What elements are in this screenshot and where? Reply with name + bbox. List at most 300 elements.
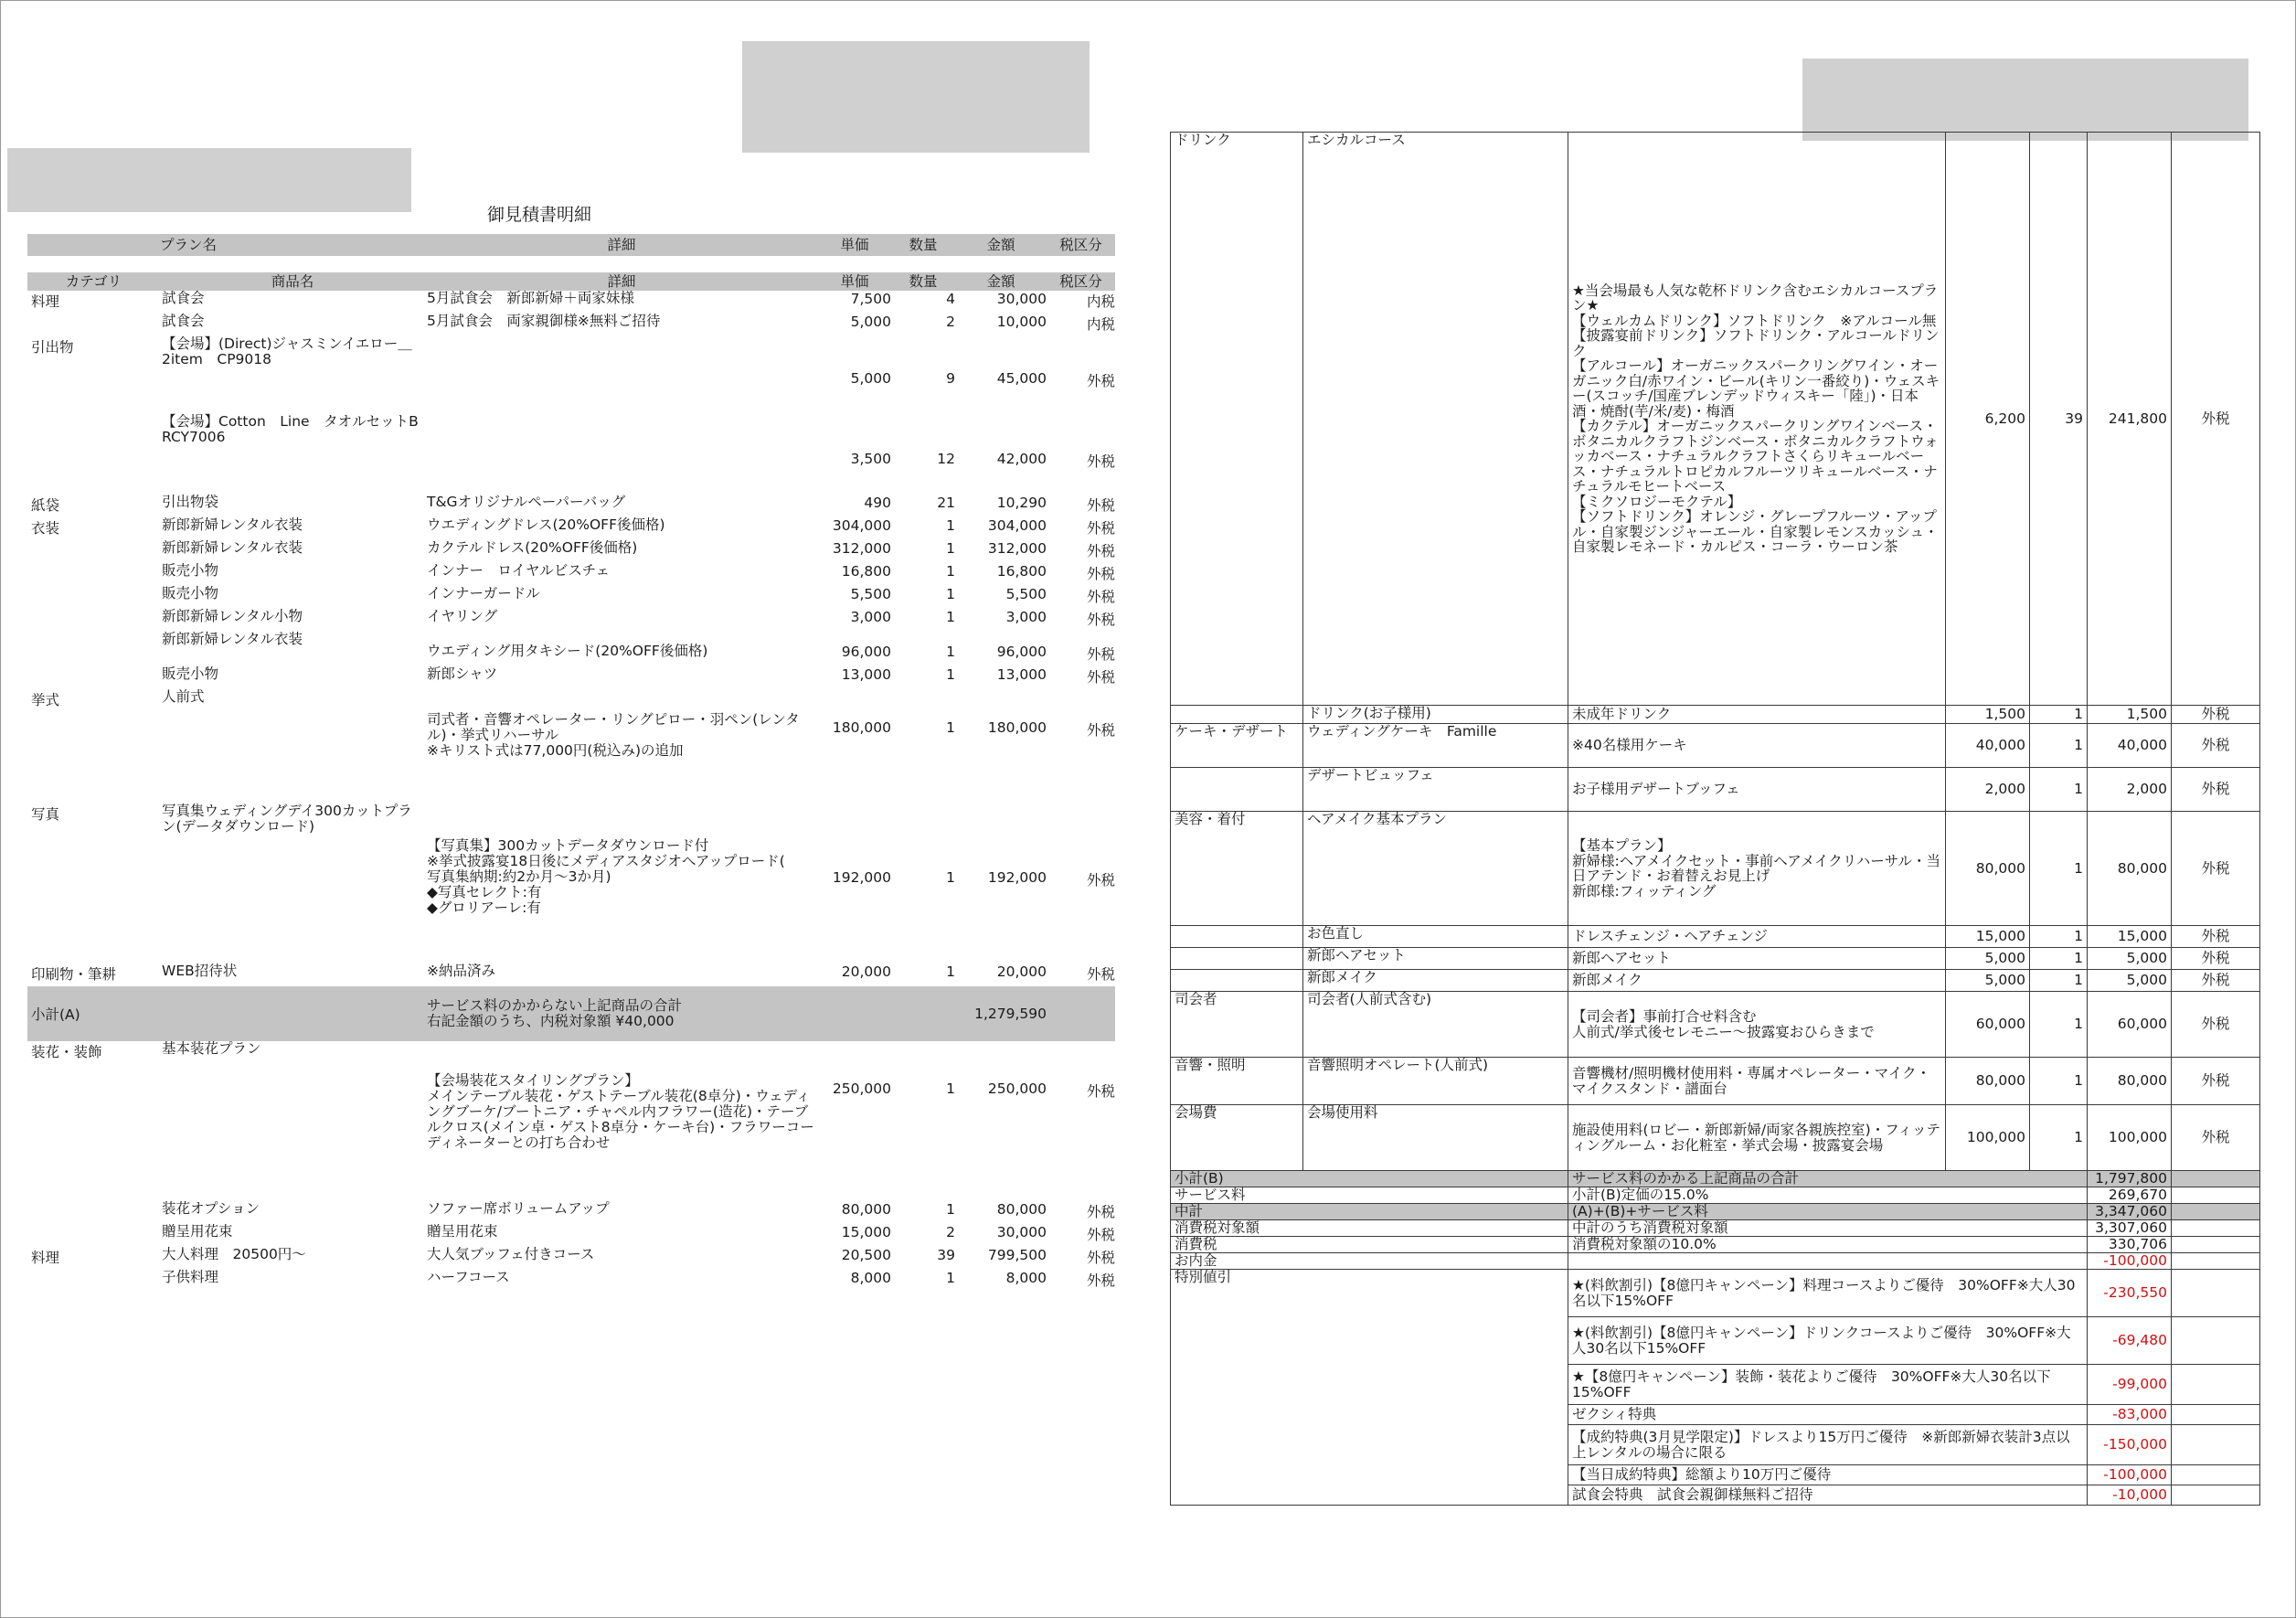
table-row [1171,1105,2260,1171]
row-detail: 新郎メイク [1568,970,1946,992]
row-detail: ★当会場最も人気な乾杯ドリンク含むエシカルコースプラン★ 【ウェルカムドリンク】ソフトドリンク ※アルコール無 【披露宴前ドリンク】ソフトドリンク・アルコールドリンク 【アルコール】オーガニックスパークリングワイン・オーガニック白/赤ワイン・ビール(キリン一番絞り)・ウェスキー(スコッチ/国産ブレンデッドウィスキー「陸」)・日本酒・焼酎(芋/米/麦)・梅酒 【カクテル】オーガニックスパークリングワインベース・ボタニカルクラフトジンベース・ボタニカルクラフトウォッカベース・ナチュラルクラフトさくらリキュールベース・ナチュラルトロピカルフルーツリキュールベース・ナチュラルモヒートベース 【ミクソロジーモクテル】 【ソフトドリンク】オレンジ・グレープフルーツ・アップル・自家製ジンジャーエール・自家製レモンスカッシュ・自家製レモネード・カルピス・コーラ・ウーロン茶 [1568,133,1946,706]
totals-label: 中計 [1171,1204,1568,1220]
row-amount: 192,000 [987,869,1047,886]
row-item-name: 装花オプション [162,1200,260,1217]
row-tax: 外税 [1086,722,1115,739]
totals-label: 小計(B) [1171,1171,1568,1187]
totals-blank [2172,1171,2260,1187]
row-price: 5,000 [1946,970,2030,992]
table-row [27,1041,1115,1201]
row-amount: 80,000 [996,1201,1047,1218]
row-item-name: エシカルコース [1303,133,1568,706]
plan-header-detail: 詳細 [607,237,636,253]
row-detail: お子様用デザートブッフェ [1568,768,1946,812]
row-amount: 80,000 [2088,812,2172,926]
table-row [1171,926,2260,948]
discount-amount: -150,000 [2088,1425,2172,1465]
row-price: 60,000 [1946,992,2030,1058]
row-item-name: 試食会 [162,290,205,306]
row-item-name: 贈呈用花束 [162,1223,233,1240]
discount-detail: 試食会特典 試食会親御様無料ご招待 [1568,1485,2088,1506]
row-tax: 外税 [1086,1204,1115,1220]
table-row [27,689,1115,804]
row-item-name: ヘアメイク基本プラン [1303,812,1568,926]
item-header-category: カテゴリ [65,273,122,290]
row-price: 3,500 [850,451,891,467]
row-tax: 内税 [1086,293,1115,310]
row-detail: 大人気ブッフェ付きコース [427,1246,595,1262]
row-tax: 外税 [1086,872,1115,889]
row-category: 料理 [31,293,60,310]
item-header-amount: 金額 [986,273,1015,290]
row-category: ケーキ・デザート [1171,724,1303,768]
row-price: 40,000 [1946,724,2030,768]
row-detail: 新郎シャツ [427,665,498,682]
row-item-name: ウェディングケーキ Famille [1303,724,1568,768]
totals-amount: -100,000 [2088,1253,2172,1270]
totals-label: お内金 [1171,1253,1568,1270]
row-detail: ドレスチェンジ・ヘアチェンジ [1568,926,1946,948]
discount-amount: -83,000 [2088,1405,2172,1425]
totals-blank [2172,1237,2260,1253]
row-detail: 5月試食会 新郎新婦＋両家妹様 [427,290,634,306]
row-item-name: 大人料理 20500円〜 [162,1246,306,1262]
left-item-list [27,291,1115,986]
row-qty: 1 [2030,724,2088,768]
table-row [27,540,1115,563]
row-item-name: 基本装花プラン [162,1040,261,1057]
row-tax: 外税 [1086,1083,1115,1100]
row-detail: 【会場装花スタイリングプラン】 メインテーブル装花・ゲストテーブル装花(8卓分)・ウェディングブーケ/ブートニア・チャペル内フラワー(造花)・テーブルクロス(メイン卓・ゲスト8卓分・ケーキ台)・フラワーコーディネーターとの打ち合わせ [427,1072,814,1151]
row-qty: 1 [946,1201,955,1218]
discount-blank [2172,1425,2260,1465]
plan-header-amount: 金額 [986,237,1015,253]
row-qty: 1 [946,963,955,980]
totals-amount: 3,307,060 [2088,1220,2172,1237]
row-tax: 外税 [1086,543,1115,559]
totals-blank [2172,1253,2260,1270]
totals-amount: 1,797,800 [2088,1171,2172,1187]
row-tax: 内税 [1086,316,1115,333]
table-row [27,666,1115,689]
row-detail: 【司会者】事前打合せ料含む 人前式/挙式後セレモニー〜披露宴おひらきまで [1568,992,1946,1058]
row-amount: 30,000 [996,1224,1047,1240]
row-item-name: 販売小物 [162,585,219,601]
discount-blank [2172,1317,2260,1365]
row-amount: 180,000 [987,719,1047,736]
table-row [27,563,1115,586]
row-tax: 外税 [2172,133,2260,706]
discount-blank [2172,1465,2260,1485]
row-detail: ウエディング用タキシード(20%OFF後価格) [427,643,708,659]
row-tax: 外税 [2172,812,2260,926]
row-qty: 1 [946,719,955,736]
totals-amount: 3,347,060 [2088,1204,2172,1220]
table-row [1171,768,2260,812]
discount-detail: 【成約特典(3月見学限定)】ドレスより15万円ご優待 ※新郎新婦衣装計3点以上レンタルの場合に限る [1568,1425,2088,1465]
right-estimate-table [1170,132,2260,1506]
totals-row [1171,1187,2260,1204]
row-qty: 1 [2030,1058,2088,1105]
row-category: ドリンク [1171,133,1303,706]
discount-row [1171,1270,2260,1317]
row-price: 5,000 [1946,948,2030,970]
row-amount: 5,000 [2088,970,2172,992]
plan-header-qty: 数量 [909,237,938,253]
row-tax: 外税 [1086,1227,1115,1243]
row-detail: 【基本プラン】 新婦様:ヘアメイクセット・事前ヘアメイクリハーサル・当日アテンド・お着替えお見上げ 新郎様:フィッティング [1568,812,1946,926]
row-tax: 外税 [1086,589,1115,605]
row-qty: 1 [2030,706,2088,724]
row-price: 1,500 [1946,706,2030,724]
table-row [1171,133,2260,706]
row-category: 挙式 [31,692,60,708]
row-item-name: 引出物袋 [162,494,219,510]
table-row [27,963,1115,986]
row-detail: 新郎ヘアセット [1568,948,1946,970]
item-header-tax: 税区分 [1059,273,1102,290]
subtotal-a-amount: 1,279,590 [974,1006,1047,1022]
discount-amount: -100,000 [2088,1465,2172,1485]
left-item-list-2 [27,1041,1115,1293]
discount-blank [2172,1270,2260,1317]
row-qty: 1 [946,517,955,534]
row-price: 5,000 [850,370,891,387]
row-price: 80,000 [1946,1058,2030,1105]
totals-label: 消費税 [1171,1237,1568,1253]
totals-amount: 330,706 [2088,1237,2172,1253]
row-item-name: 写真集ウェディングデイ300カットプラン(データダウンロード) [162,803,412,835]
left-estimate-page [27,234,1115,1293]
row-category [1171,768,1303,812]
item-header-qty: 数量 [909,273,938,290]
row-tax: 外税 [1086,646,1115,663]
row-price: 15,000 [1946,926,2030,948]
table-row [27,804,1115,963]
row-item-name: 新郎ヘアセット [1303,948,1568,970]
row-amount: 8,000 [1005,1270,1047,1286]
row-qty: 1 [2030,992,2088,1058]
row-qty: 1 [2030,948,2088,970]
row-detail: イヤリング [427,608,498,624]
row-price: 5,500 [850,586,891,602]
plan-header-row [27,234,1115,256]
row-item-name: 販売小物 [162,562,219,579]
row-amount: 250,000 [987,1080,1047,1097]
row-qty: 1 [946,644,955,660]
row-amount: 799,500 [987,1247,1047,1263]
totals-blank [2172,1204,2260,1220]
row-price: 490 [864,495,891,511]
row-category: 美容・着付 [1171,812,1303,926]
row-tax: 外税 [2172,970,2260,992]
redaction-block [742,41,1090,153]
table-row [1171,970,2260,992]
row-price: 80,000 [841,1201,891,1218]
table-row [27,1224,1115,1247]
totals-blank [2172,1187,2260,1204]
row-tax: 外税 [2172,926,2260,948]
row-qty: 1 [946,540,955,557]
row-qty: 2 [946,314,955,330]
totals-blank [2172,1220,2260,1237]
row-item-name: デザートビュッフェ [1303,768,1568,812]
row-detail: ソファー席ボリュームアップ [427,1200,610,1217]
row-qty: 9 [946,370,955,387]
row-detail: ハーフコース [427,1269,510,1285]
row-tax: 外税 [1086,566,1115,582]
row-tax: 外税 [2172,768,2260,812]
row-amount: 15,000 [2088,926,2172,948]
row-tax: 外税 [1086,669,1115,686]
row-amount: 1,500 [2088,706,2172,724]
totals-label: サービス料 [1171,1187,1568,1204]
row-qty: 1 [2030,768,2088,812]
row-amount: 304,000 [987,517,1047,534]
row-amount: 5,500 [1005,586,1047,602]
row-detail: 贈呈用花束 [427,1223,498,1240]
row-detail: インナーガードル [427,585,540,601]
row-tax: 外税 [2172,706,2260,724]
row-detail: T&Gオリジナルペーパーバッグ [427,494,626,510]
item-header-row [27,272,1115,291]
totals-row [1171,1204,2260,1220]
row-tax: 外税 [1086,1272,1115,1289]
table-row [1171,948,2260,970]
row-item-name: 新郎新婦レンタル衣装 [162,516,303,533]
row-qty: 1 [946,1270,955,1286]
row-item-name: お色直し [1303,926,1568,948]
row-item-name: 会場使用料 [1303,1105,1568,1171]
totals-detail [1568,1253,2088,1270]
redaction-block [1802,59,2248,141]
row-category: 司会者 [1171,992,1303,1058]
row-item-name: 新郎新婦レンタル小物 [162,608,303,624]
table-row [27,609,1115,632]
table-row [1171,992,2260,1058]
discount-blank [2172,1405,2260,1425]
row-item-name: 試食会 [162,313,205,329]
row-item-name: 販売小物 [162,665,219,682]
table-row [1171,812,2260,926]
discount-detail: ★(料飲割引)【8億円キャンペーン】料理コースよりご優待 30%OFF※大人30名以下15%OFF [1568,1270,2088,1317]
row-amount: 5,000 [2088,948,2172,970]
row-amount: 10,290 [996,495,1047,511]
row-price: 5,000 [850,314,891,330]
table-row [1171,1058,2260,1105]
row-detail: インナー ロイヤルビスチェ [427,562,611,579]
row-price: 20,500 [841,1247,891,1263]
discount-amount: -10,000 [2088,1485,2172,1506]
discount-blank [2172,1485,2260,1506]
totals-row [1171,1220,2260,1237]
item-header-detail: 詳細 [607,273,636,290]
discount-label: 特別値引 [1171,1270,1568,1506]
row-amount: 30,000 [996,291,1047,307]
table-row [27,336,1115,414]
row-category [1171,948,1303,970]
table-row [27,495,1115,517]
row-tax: 外税 [1086,373,1115,389]
row-amount: 2,000 [2088,768,2172,812]
discount-detail: ★【8億円キャンペーン】装飾・装花よりご優待 30%OFF※大人30名以下15%OFF [1568,1365,2088,1405]
row-qty: 1 [2030,970,2088,992]
totals-detail: 消費税対象額の10.0% [1568,1237,2088,1253]
row-amount: 60,000 [2088,992,2172,1058]
row-item-name: 新郎新婦レンタル衣装 [162,631,303,647]
table-row [27,632,1115,666]
table-row [27,586,1115,609]
row-tax: 外税 [2172,1105,2260,1171]
row-amount: 16,800 [996,563,1047,580]
row-detail: ※40名様用ケーキ [1568,724,1946,768]
row-tax: 外税 [1086,612,1115,628]
row-tax: 外税 [2172,948,2260,970]
row-amount: 10,000 [996,314,1047,330]
table-row [27,1270,1115,1293]
plan-header-tax: 税区分 [1059,237,1102,253]
row-tax: 外税 [1086,497,1115,514]
row-item-name: 新郎メイク [1303,970,1568,992]
table-row [27,291,1115,314]
table-row [27,1201,1115,1224]
row-detail: カクテルドレス(20%OFF後価格) [427,539,638,556]
row-amount: 100,000 [2088,1105,2172,1171]
row-item-name: 新郎新婦レンタル衣装 [162,539,303,556]
row-qty: 1 [2030,812,2088,926]
row-qty: 39 [937,1247,955,1263]
row-detail: 【写真集】300カットデータダウンロード付 ※挙式披露宴18日後にメディアスタジオへアップロード( 写真集納期:約2か月〜3か月) ◆写真セレクト:有 ◆グロリアーレ:有 [427,837,785,916]
discount-amount: -69,480 [2088,1317,2172,1365]
row-category: 料理 [31,1250,60,1266]
row-price: 3,000 [850,609,891,625]
row-price: 2,000 [1946,768,2030,812]
row-price: 15,000 [841,1224,891,1240]
discount-detail: 【当日成約特典】総額より10万円ご優待 [1568,1465,2088,1485]
subtotal-a-row [27,986,1115,1041]
row-tax: 外税 [1086,453,1115,470]
row-price: 8,000 [850,1270,891,1286]
row-qty: 12 [937,451,955,467]
row-tax: 外税 [1086,966,1115,983]
table-row [27,314,1115,336]
table-row [27,1247,1115,1270]
subtotal-a-label: 小計(A) [31,1006,80,1023]
row-qty: 1 [2030,926,2088,948]
row-amount: 96,000 [996,644,1047,660]
item-header-price: 単価 [840,273,869,290]
row-amount: 13,000 [996,666,1047,683]
row-category [1171,926,1303,948]
discount-amount: -230,550 [2088,1270,2172,1317]
row-detail: ウエディングドレス(20%OFF後価格) [427,516,665,533]
plan-header-plan: プラン名 [160,237,218,253]
totals-detail: 小計(B)定価の15.0% [1568,1187,2088,1204]
row-qty: 4 [946,291,955,307]
row-price: 13,000 [841,666,891,683]
row-qty: 1 [946,869,955,886]
row-detail: 司式者・音響オペレーター・リングピロー・羽ペン(レンタル)・挙式リハーサル ※キリスト式は77,000円(税込み)の追加 [427,711,800,759]
row-category [1171,706,1303,724]
row-amount: 40,000 [2088,724,2172,768]
row-detail: 5月試食会 両家親御様※無料ご招待 [427,313,661,329]
totals-row [1171,1253,2260,1270]
row-tax: 外税 [1086,520,1115,537]
discount-detail: ★(料飲割引)【8億円キャンペーン】ドリンクコースよりご優待 30%OFF※大人30名以下15%OFF [1568,1317,2088,1365]
row-price: 80,000 [1946,812,2030,926]
row-item-name: 司会者(人前式含む) [1303,992,1568,1058]
row-detail: 音響機材/照明機材使用料・専属オペレーター・マイク・マイクスタンド・譜面台 [1568,1058,1946,1105]
table-row [1171,724,2260,768]
row-amount: 42,000 [996,451,1047,467]
totals-detail: (A)+(B)+サービス料 [1568,1204,2088,1220]
row-item-name: 音響照明オペレート(人前式) [1303,1058,1568,1105]
row-item-name: 子供料理 [162,1269,219,1285]
row-price: 180,000 [832,719,891,736]
table-row [27,414,1115,495]
table-row [27,517,1115,540]
discount-detail: ゼクシィ特典 [1568,1405,2088,1425]
row-qty: 1 [2030,1105,2088,1171]
row-price: 100,000 [1946,1105,2030,1171]
row-category: 会場費 [1171,1105,1303,1171]
row-amount: 241,800 [2088,133,2172,706]
row-qty: 1 [946,563,955,580]
row-amount: 312,000 [987,540,1047,557]
row-category: 装花・装飾 [31,1044,102,1060]
row-amount: 80,000 [2088,1058,2172,1105]
redaction-block [7,148,411,212]
row-qty: 1 [946,586,955,602]
row-category: 紙袋 [31,497,60,514]
discount-amount: -99,000 [2088,1365,2172,1405]
row-price: 192,000 [832,869,891,886]
row-category: 印刷物・筆耕 [31,966,117,983]
row-qty: 1 [946,609,955,625]
row-item-name: 【会場】Cotton Line タオルセットB RCY7006 [162,413,433,445]
row-amount: 20,000 [996,963,1047,980]
row-tax: 外税 [2172,724,2260,768]
page-title: 御見積書明細 [486,205,591,225]
totals-detail: サービス料のかかる上記商品の合計 [1568,1171,2088,1187]
row-category: 写真 [31,806,60,823]
row-qty: 1 [946,1080,955,1097]
row-tax: 外税 [2172,992,2260,1058]
row-item-name: ドリンク(お子様用) [1303,706,1568,724]
row-detail: 未成年ドリンク [1568,706,1946,724]
item-header-name: 商品名 [271,273,314,290]
row-qty: 21 [937,495,955,511]
row-amount: 3,000 [1005,609,1047,625]
row-price: 7,500 [850,291,891,307]
row-detail: 施設使用料(ロビー・新郎新婦/両家各親族控室)・フィッティングルーム・お化粧室・挙式会場・披露宴会場 [1568,1105,1946,1171]
subtotal-a-detail: サービス料のかからない上記商品の合計 右記金額のうち、内税対象額 ¥40,000 [427,997,683,1029]
row-category [1171,970,1303,992]
row-price: 96,000 [841,644,891,660]
plan-header-price: 単価 [840,237,869,253]
row-detail: ※納品済み [427,963,495,979]
row-amount: 45,000 [996,370,1047,387]
row-price: 16,800 [841,563,891,580]
row-price: 312,000 [832,540,891,557]
row-qty: 39 [2030,133,2088,706]
row-qty: 1 [946,666,955,683]
row-category: 音響・照明 [1171,1058,1303,1105]
row-price: 250,000 [832,1080,891,1097]
discount-blank [2172,1365,2260,1405]
row-tax: 外税 [2172,1058,2260,1105]
row-price: 6,200 [1946,133,2030,706]
